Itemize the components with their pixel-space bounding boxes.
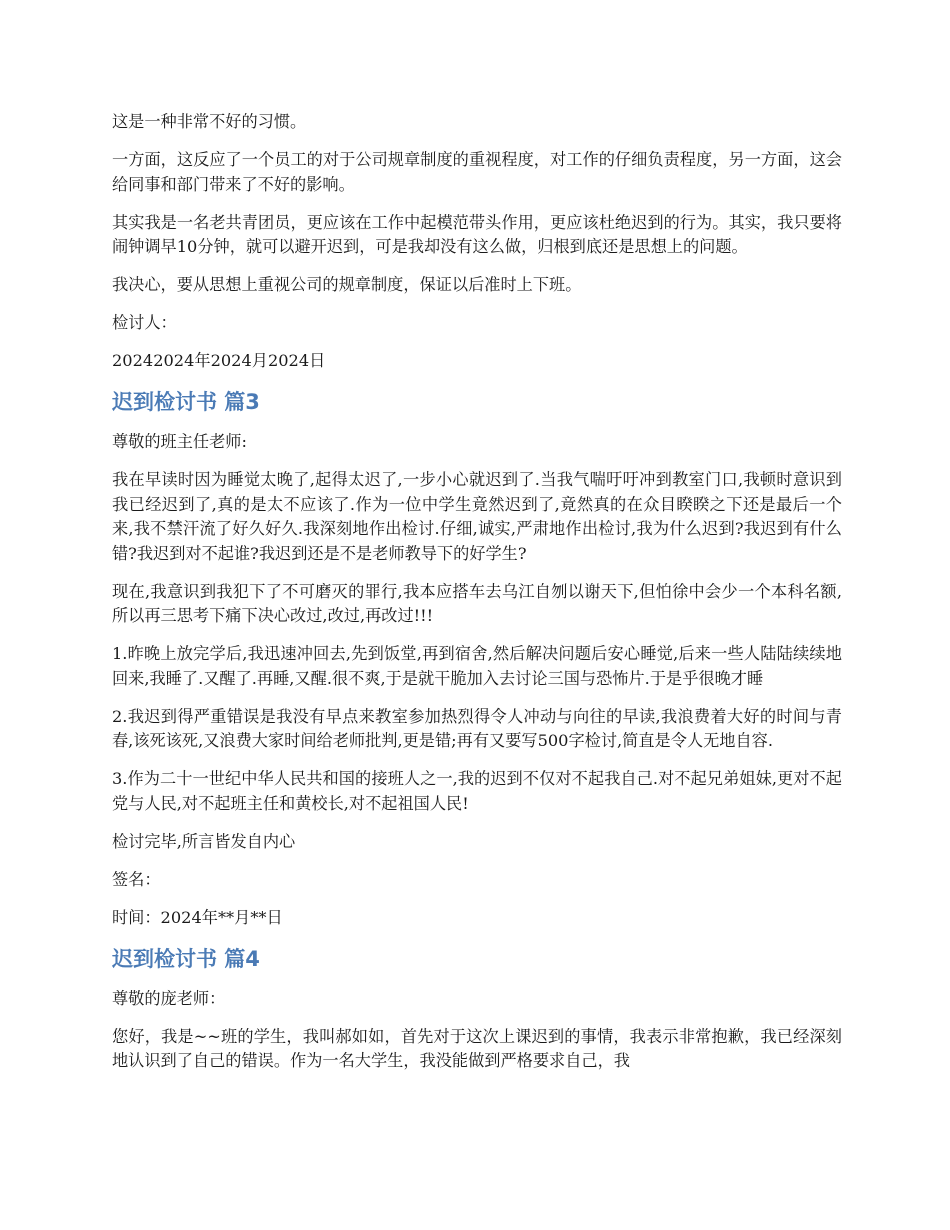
- paragraph: 我在早读时因为睡觉太晚了,起得太迟了,一步小心就迟到了.当我气喘吁吁冲到教室门口,我顿时意识到我已经迟到了,真的是太不应该了.作为一位中学生竟然迟到了,竟然真的在众目睽睽之下还是最后一个来,我不禁汗流了好久好久.我深刻地作出检讨.仔细,诚实,严肃地作出检讨,我为什么迟到?我迟到有什么错?我迟到对不起谁?我迟到还是不是老师教导下的好学生?: [112, 470, 842, 563]
- document-body: [112, 110, 842, 1087]
- list-paragraph-2: 2.我迟到得严重错误是我没有早点来教室参加热烈得令人冲动与向往的早读,我浪费着大好的时间与青春,该死该死,又浪费大家时间给老师批判,更是错;再有又要写500字检讨,简直是令人无地自容.: [112, 706, 842, 750]
- paragraph: 您好，我是~~班的学生，我叫郝如如，首先对于这次上课迟到的事情，我表示非常抱歉，我已经深刻地认识到了自己的错误。作为一名大学生，我没能做到严格要求自己，我: [112, 1026, 842, 1070]
- section-heading-4: 迟到检讨书 篇4: [112, 946, 260, 971]
- signature-label: 检讨人：: [112, 313, 177, 332]
- paragraph: 现在,我意识到我犯下了不可磨灭的罪行,我本应搭车去乌江自刎以谢天下,但怕徐中会少一个本科名额,所以再三思考下痛下决心改过,改过,再改过!!!: [112, 581, 842, 625]
- signature-label: 签名：: [112, 869, 161, 889]
- paragraph: 一方面，这反应了一个员工的对于公司规章制度的重视程度，对工作的仔细负责程度，另一方面，这会给同事和部门带来了不好的影响。: [112, 150, 842, 194]
- list-paragraph-1: 1.昨晚上放完学后,我迅速冲回去,先到饭堂,再到宿舍,然后解决问题后安心睡觉,后来一些人陆陆续续地回来,我睡了.又醒了.再睡,又醒.很不爽,于是就干脆加入去讨论三国与恐怖片.于是乎很晚才睡: [112, 644, 842, 688]
- date-line: 20242024年2024月2024日: [112, 351, 326, 370]
- section-heading-3: 迟到检讨书 篇3: [112, 390, 260, 414]
- salutation: 尊敬的庞老师：: [112, 988, 226, 1008]
- closing-line: 检讨完毕,所言皆发自内心: [112, 831, 296, 851]
- date-line: 时间：2024年**月**日: [112, 907, 283, 927]
- list-paragraph-3: 3.作为二十一世纪中华人民共和国的接班人之一,我的迟到不仅对不起我自己.对不起兄弟姐妹,更对不起党与人民,对不起班主任和黄校长,对不起祖国人民!: [112, 769, 842, 813]
- paragraph: 这是一种非常不好的习惯。: [112, 112, 307, 131]
- salutation: 尊敬的班主任老师:: [112, 432, 247, 451]
- paragraph: 其实我是一名老共青团员，更应该在工作中起模范带头作用，更应该杜绝迟到的行为。其实，我只要将闹钟调早10分钟，就可以避开迟到，可是我却没有这么做，归根到底还是思想上的问题。: [112, 212, 842, 256]
- paragraph: 我决心，要从思想上重视公司的规章制度，保证以后准时上下班。: [112, 275, 582, 294]
